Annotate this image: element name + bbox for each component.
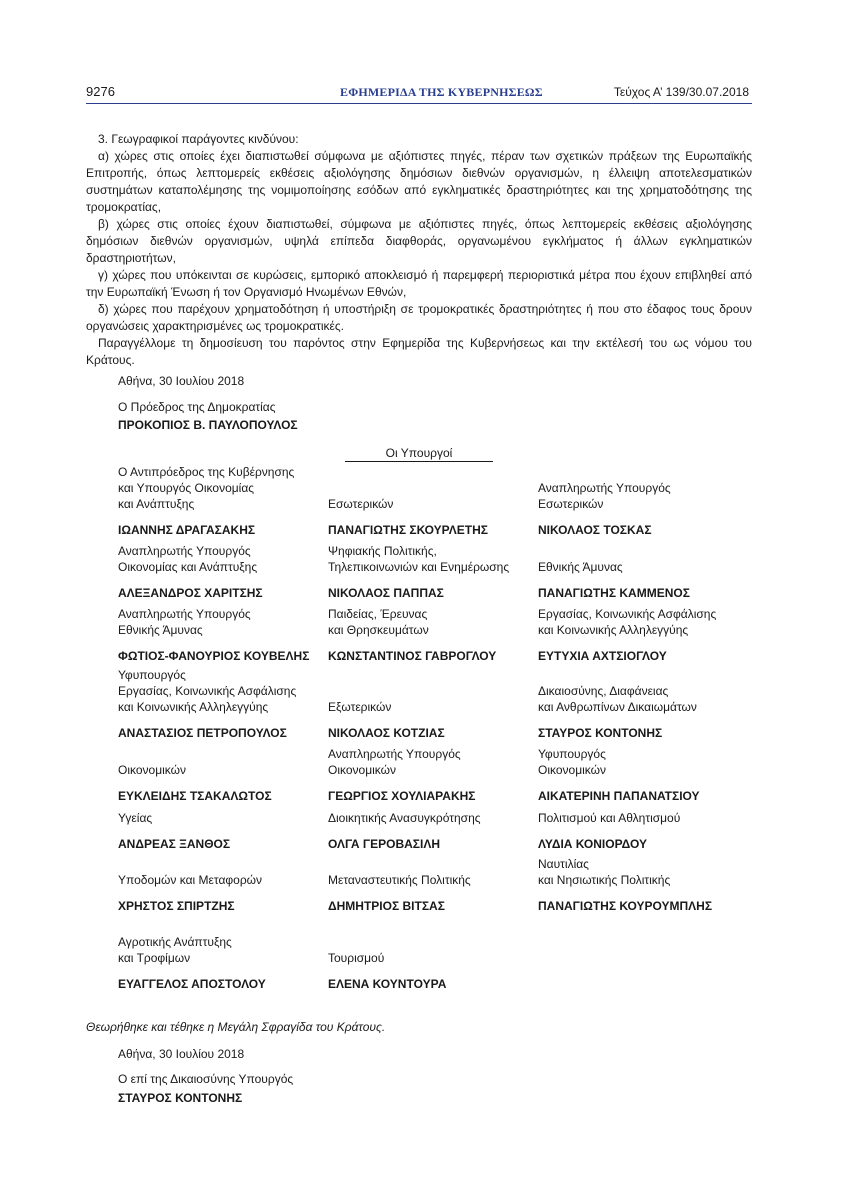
minister-role: Αναπληρωτής Υπουργός Εθνικής Άμυνας: [118, 607, 251, 637]
paragraph-order: Παραγγέλλομε τη δημοσίευση του παρόντος στην Εφημερίδα της Κυβερνήσεως και την εκτέλεσή του ως νόμου του Κράτους.: [86, 336, 752, 367]
minister-signature: [118, 934, 266, 992]
minister-role: Υποδομών και Μεταφορών: [118, 873, 263, 887]
minister-role: Αναπληρωτής Υπουργός Εσωτερικών: [538, 481, 671, 511]
seal-minister-title: Ο επί της Δικαιοσύνης Υπουργός: [118, 1072, 294, 1086]
minister-signature: [118, 543, 263, 601]
minister-name: ΓΕΩΡΓΙΟΣ ΧΟΥΛΙΑΡΑΚΗΣ: [328, 789, 476, 803]
minister-role: Μεταναστευτικής Πολιτικής: [328, 873, 471, 887]
minister-name: ΠΑΝΑΓΙΩΤΗΣ ΣΚΟΥΡΛΕΤΗΣ: [328, 523, 489, 537]
minister-signature: [538, 559, 690, 601]
minister-name: ΑΝΑΣΤΑΣΙΟΣ ΠΕΤΡΟΠΟΥΛΟΣ: [118, 726, 287, 740]
issue-number: Τεύχος Α’ 139/30.07.2018: [613, 85, 749, 99]
minister-role: Υγείας: [118, 811, 153, 825]
minister-signature: [328, 543, 509, 601]
minister-role: Εργασίας, Κοινωνικής Ασφάλισης και Κοινωνικής Αλληλεγγύης: [538, 607, 717, 637]
minister-role: Οικονομικών: [118, 763, 187, 777]
minister-role: Ψηφιακής Πολιτικής, Τηλεπικοινωνιών και Ενημέρωσης: [328, 544, 510, 574]
page-number: 9276: [86, 84, 115, 99]
minister-name: ΔΗΜΗΤΡΙΟΣ ΒΙΤΣΑΣ: [328, 899, 445, 913]
minister-signature: [328, 606, 496, 664]
minister-signature: [538, 810, 680, 852]
minister-name: ΛΥΔΙΑ ΚΟΝΙΟΡΔΟΥ: [538, 837, 647, 851]
minister-name: ΑΙΚΑΤΕΡΙΝΗ ΠΑΠΑΝΑΤΣΙΟΥ: [538, 789, 700, 803]
minister-name: ΑΝΔΡΕΑΣ ΞΑΝΘΟΣ: [118, 837, 231, 851]
body-text: [86, 131, 752, 369]
minister-name: ΝΙΚΟΛΑΟΣ ΚΟΤΖΙΑΣ: [328, 726, 445, 740]
minister-signature: [538, 856, 712, 914]
paragraph-d: δ) χώρες που παρέχουν χρηματοδότηση ή υποστήριξη σε τρομοκρατικές δραστηριότητες ή που στο έδαφος τους δρουν οργανώσεις χαρακτηρισμένες ως τρομοκρατικές.: [86, 302, 752, 333]
seal-place-date: Αθήνα, 30 Ιουλίου 2018: [118, 1047, 245, 1061]
minister-role: Υφυπουργός Οικονομικών: [538, 747, 607, 777]
minister-signature: [538, 606, 716, 664]
publication-title: ΕΦΗΜΕΡΙΔΑ ΤΗΣ ΚΥΒΕΡΝΗΣΕΩΣ: [340, 85, 543, 99]
minister-role: Δικαιοσύνης, Διαφάνειας και Ανθρωπίνων Δικαιωμάτων: [538, 684, 697, 714]
seal-minister-name: ΣΤΑΥΡΟΣ ΚΟΝΤΟΝΗΣ: [118, 1091, 243, 1105]
minister-signature: [118, 810, 230, 852]
minister-role: Αναπληρωτής Υπουργός Οικονομικών: [328, 747, 461, 777]
minister-signature: [328, 810, 481, 852]
minister-signature: [328, 746, 476, 804]
paragraph-heading: 3. Γεωγραφικοί παράγοντες κινδύνου:: [98, 132, 299, 146]
minister-role: Αναπληρωτής Υπουργός Οικονομίας και Ανάπτυξης: [118, 544, 258, 574]
minister-signature: [328, 872, 471, 914]
minister-signature: [538, 746, 700, 804]
minister-name: ΣΤΑΥΡΟΣ ΚΟΝΤΟΝΗΣ: [538, 726, 663, 740]
minister-signature: [118, 606, 309, 664]
minister-name: ΠΑΝΑΓΙΩΤΗΣ ΚΟΥΡΟΥΜΠΛΗΣ: [538, 899, 713, 913]
signing-place-date: Αθήνα, 30 Ιουλίου 2018: [118, 374, 245, 388]
minister-role: Υφυπουργός Εργασίας, Κοινωνικής Ασφάλισης και Κοινωνικής Αλληλεγγύης: [118, 668, 297, 714]
minister-role: Παιδείας, Έρευνας και Θρησκευμάτων: [328, 607, 429, 637]
minister-name: ΠΑΝΑΓΙΩΤΗΣ ΚΑΜΜΕΝΟΣ: [538, 586, 690, 600]
minister-role: Ναυτιλίας και Νησιωτικής Πολιτικής: [538, 857, 671, 887]
minister-name: ΝΙΚΟΛΑΟΣ ΠΑΠΠΑΣ: [328, 586, 444, 600]
minister-signature: [118, 762, 272, 804]
president-title: Ο Πρόεδρος της Δημοκρατίας: [118, 400, 276, 414]
minister-signature: [118, 667, 296, 741]
paragraph-c: γ) χώρες που υπόκεινται σε κυρώσεις, εμπορικό αποκλεισμό ή παρεμφερή περιοριστικά μέτρα που έχουν επιβληθεί από την Ευρωπαϊκή Ένωση ή τον Οργανισμό Ηνωμένων Εθνών,: [86, 268, 752, 299]
minister-name: ΚΩΝΣΤΑΝΤΙΝΟΣ ΓΑΒΡΟΓΛΟΥ: [328, 649, 497, 663]
minister-signature: [118, 464, 294, 538]
minister-role: Αγροτικής Ανάπτυξης και Τροφίμων: [118, 935, 232, 965]
minister-name: ΟΛΓΑ ΓΕΡΟΒΑΣΙΛΗ: [328, 837, 441, 851]
minister-signature: [538, 683, 697, 741]
minister-signature: [328, 496, 488, 538]
ministers-rule: [345, 461, 493, 462]
minister-name: ΝΙΚΟΛΑΟΣ ΤΟΣΚΑΣ: [538, 523, 652, 537]
header-rule: [86, 103, 752, 104]
minister-name: ΕΥΤΥΧΙΑ ΑΧΤΣΙΟΓΛΟΥ: [538, 649, 667, 663]
paragraph-b: β) χώρες στις οποίες έχουν διαπιστωθεί, σύμφωνα με αξιόπιστες πηγές, όπως λεπτομερείς εκθέσεις αξιολόγησης δημόσιων διεθνών οργανισμών, υψηλά επίπεδα διαφθοράς, οργανωμένου εγκλήματος ή άλλων εγκληματικών δραστηριοτήτων,: [86, 217, 752, 265]
minister-role: Ο Αντιπρόεδρος της Κυβέρνησης και Υπουργός Οικονομίας και Ανάπτυξης: [118, 465, 295, 511]
minister-signature: [118, 872, 262, 914]
ministers-heading: Οι Υπουργοί: [385, 446, 453, 460]
minister-signature: [538, 480, 671, 538]
minister-name: ΕΥΚΛΕΙΔΗΣ ΤΣΑΚΑΛΩΤΟΣ: [118, 789, 272, 803]
minister-name: ΧΡΗΣΤΟΣ ΣΠΙΡΤΖΗΣ: [118, 899, 235, 913]
minister-name: ΕΥΑΓΓΕΛΟΣ ΑΠΟΣΤΟΛΟΥ: [118, 977, 266, 991]
minister-name: ΑΛΕΞΑΝΔΡΟΣ ΧΑΡΙΤΣΗΣ: [118, 586, 263, 600]
minister-name: ΕΛΕΝΑ ΚΟΥΝΤΟΥΡΑ: [328, 977, 447, 991]
minister-role: Εξωτερικών: [328, 700, 392, 714]
minister-role: Εθνικής Άμυνας: [538, 560, 623, 574]
minister-signature: [328, 699, 445, 741]
paragraph-a: α) χώρες στις οποίες έχει διαπιστωθεί σύμφωνα με αξιόπιστες πηγές, πέραν των σχετικών πράξεων της Ευρωπαϊκής Επιτροπής, όπως λεπτομερείς εκθέσεις αξιολόγησης δημόσιων διεθνών οργανισμών, η έλλειψη αποτελεσματικών συστημάτων καταπολέμησης της νομιμοποίησης εσόδων από εγκληματικές δραστηριότητες και της χρηματοδότησης της τρομοκρατίας,: [86, 149, 752, 214]
president-name: ΠΡΟΚΟΠΙΟΣ Β. ΠΑΥΛΟΠΟΥΛΟΣ: [118, 418, 298, 432]
minister-name: ΙΩΑΝΝΗΣ ΔΡΑΓΑΣΑΚΗΣ: [118, 523, 256, 537]
minister-role: Τουρισμού: [328, 951, 385, 965]
minister-role: Εσωτερικών: [328, 497, 394, 511]
minister-role: Διοικητικής Ανασυγκρότησης: [328, 811, 481, 825]
minister-signature: [328, 950, 446, 992]
minister-name: ΦΩΤΙΟΣ-ΦΑΝΟΥΡΙΟΣ ΚΟΥΒΕΛΗΣ: [118, 649, 310, 663]
minister-role: Πολιτισμού και Αθλητισμού: [538, 811, 681, 825]
seal-text: Θεωρήθηκε και τέθηκε η Μεγάλη Σφραγίδα του Κράτους.: [86, 1020, 386, 1034]
